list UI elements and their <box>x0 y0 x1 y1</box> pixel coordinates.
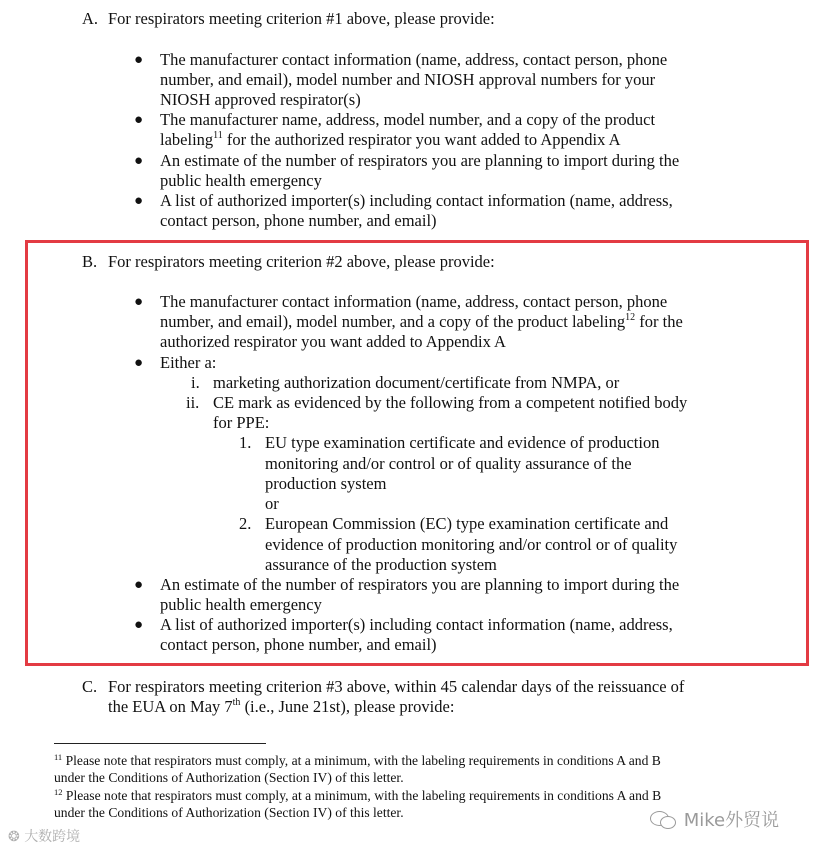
list-item: A list of authorized importer(s) including contact information (name, address, <box>160 191 673 210</box>
section-b-letter: B. <box>82 252 98 271</box>
list-item: Either a: <box>160 353 217 372</box>
list-item: The manufacturer contact information (name, address, contact person, phone <box>160 50 668 69</box>
footnote-12: $^{12}$ Please note that respirators must comply, at a minimum, with the labeling requirements in conditions A and B <box>54 787 662 803</box>
list-item: CE mark as evidenced by the following from a competent notified body <box>213 393 688 412</box>
list-item: The manufacturer contact information (name, address, contact person, phone <box>160 292 668 311</box>
bullet-icon: ● <box>134 112 144 128</box>
list-item: authorized respirator you want added to Appendix A <box>160 332 506 351</box>
section-c-line: the EUA on May 7th (i.e., June 21st), please provide: <box>108 697 455 716</box>
list-item: An estimate of the number of respirators you are planning to import during the <box>160 575 680 594</box>
list-item: EU type examination certificate and evidence of production <box>265 433 660 452</box>
list-item: assurance of the production system <box>265 555 497 574</box>
list-item: contact person, phone number, and email) <box>160 635 437 654</box>
footnote-11: $^{11}$ Please note that respirators must comply, at a minimum, with the labeling requirements in conditions A and B <box>54 752 661 768</box>
list-item: number, and email), model number and NIOSH approval numbers for your <box>160 70 656 89</box>
list-item: monitoring and/or control or of quality assurance of the <box>265 454 632 473</box>
watermark-left: ❂ 大数跨境 <box>8 829 81 845</box>
list-item: production system <box>265 474 387 493</box>
list-item: for PPE: <box>213 413 270 432</box>
list-item: number, and email), model number, and a copy of the product labeling$^{12}$ for the <box>160 312 683 331</box>
section-a-letter: A. <box>82 9 99 28</box>
bullet-icon: ● <box>134 617 144 633</box>
list-item: labeling$^{11}$ for the authorized respirator you want added to Appendix A <box>160 130 621 149</box>
bullet-icon: ● <box>134 577 144 593</box>
list-item: A list of authorized importer(s) including contact information (name, address, <box>160 615 673 634</box>
watermark-right: Mike外贸说 <box>650 806 779 832</box>
bullet-icon: ● <box>134 355 144 371</box>
roman-numeral: i. <box>191 373 200 392</box>
watermark-logo-icon: ❂ <box>8 829 20 845</box>
list-item: marketing authorization document/certificate from NMPA, or <box>213 373 620 392</box>
or-text: or <box>265 494 279 513</box>
list-item: evidence of production monitoring and/or control or of quality <box>265 535 678 554</box>
footnote-12-cont: under the Conditions of Authorization (Section IV) of this letter. <box>54 805 404 820</box>
section-a-heading: For respirators meeting criterion #1 above, please provide: <box>108 9 495 28</box>
item-number: 1. <box>239 433 252 452</box>
list-item: public health emergency <box>160 595 322 614</box>
section-b-heading: For respirators meeting criterion #2 above, please provide: <box>108 252 495 271</box>
list-item: NIOSH approved respirator(s) <box>160 90 361 109</box>
footnote-divider <box>54 743 266 744</box>
bullet-icon: ● <box>134 294 144 310</box>
section-c-letter: C. <box>82 677 98 696</box>
list-item: An estimate of the number of respirators you are planning to import during the <box>160 151 680 170</box>
bullet-icon: ● <box>134 153 144 169</box>
footnote-ref-11[interactable]: 11 <box>213 130 223 141</box>
list-item: contact person, phone number, and email) <box>160 211 437 230</box>
section-c-line: For respirators meeting criterion #3 above, within 45 calendar days of the reissuance of <box>108 677 685 696</box>
bullet-icon: ● <box>134 52 144 68</box>
list-item: The manufacturer name, address, model number, and a copy of the product <box>160 110 656 129</box>
footnote-11-cont: under the Conditions of Authorization (Section IV) of this letter. <box>54 770 404 785</box>
list-item: European Commission (EC) type examination certificate and <box>265 514 669 533</box>
roman-numeral: ii. <box>186 393 200 412</box>
list-item: public health emergency <box>160 171 322 190</box>
footnote-ref-12[interactable]: 12 <box>625 312 636 323</box>
wechat-icon <box>650 809 678 829</box>
bullet-icon: ● <box>134 193 144 209</box>
item-number: 2. <box>239 514 252 533</box>
